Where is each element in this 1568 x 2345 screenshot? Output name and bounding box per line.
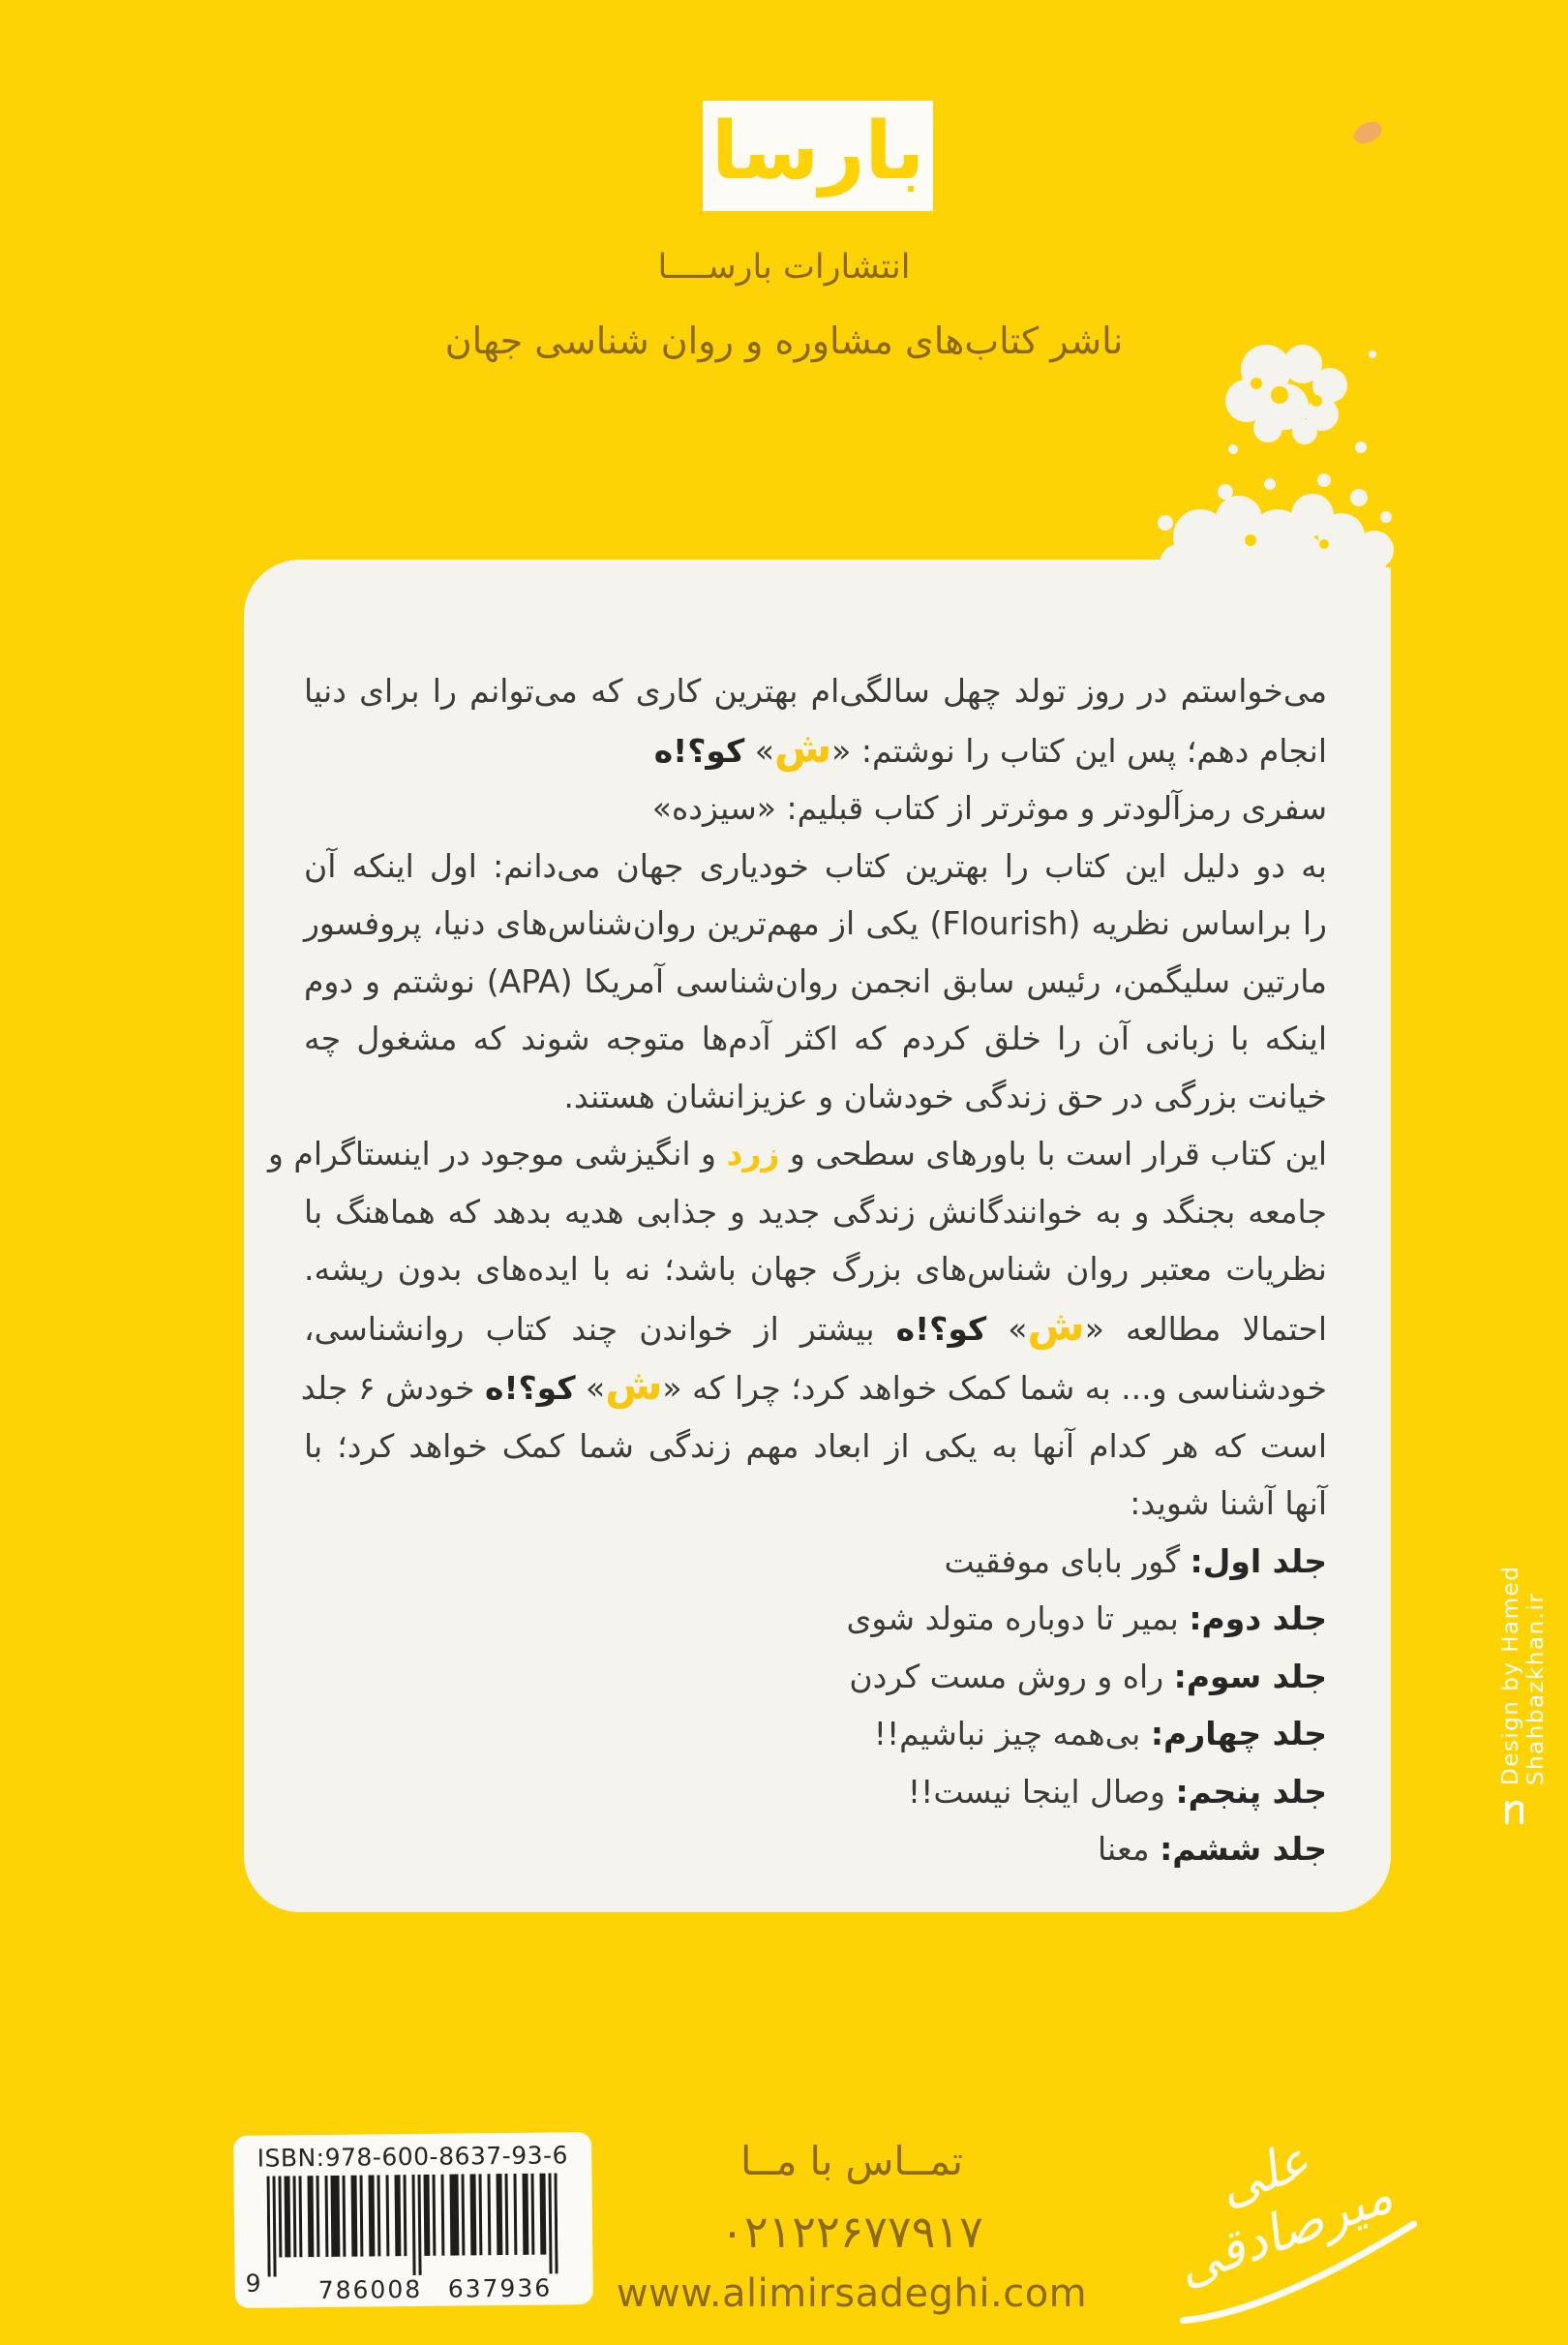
body-line: احتمالا مطالعه «ش» کو؟!ه بیشتر از خواندن چند کتاب روانشناسی، bbox=[304, 1301, 1327, 1351]
body-line: است که هر کدام آنها به یکی از ابعاد مهم زندگی شما کمک خواهد کرد؛ با bbox=[304, 1426, 1327, 1465]
panel-text bbox=[267, 662, 1327, 1878]
publisher-logo-calligraphy: بارسا bbox=[710, 106, 925, 198]
contact-title: تمــاس با مــا bbox=[739, 2138, 964, 2184]
body-line: جلد ششم: معنا bbox=[1097, 1830, 1327, 1868]
body-line: مارتین سلیگمن، رئیس سابق انجمن روان‌شناسی آمریکا (APA) نوشتم و دوم bbox=[304, 961, 1327, 1000]
phone-number: ۰۲۱۲۲۶۷۷۹۱۷ bbox=[720, 2206, 983, 2258]
barcode-bars-icon bbox=[267, 2173, 558, 2276]
design-credit: Design by Hamed Shahbazkhan.ir bbox=[1498, 1565, 1549, 1785]
design-credit-wrap bbox=[1498, 1406, 1549, 1793]
body-line: خیانت بزرگی در حق زندگی خودشان و عزیزانشان هستند. bbox=[563, 1077, 1327, 1115]
body-line: جامعه بجنگد و به خوانندگانش زندگی جدید و جذابی هدیه بدهد که هماهنگ با bbox=[304, 1192, 1327, 1231]
author-signature-name: علی میرصادقی bbox=[1168, 2128, 1401, 2299]
body-line: جلد پنجم: وصال اینجا نیست!! bbox=[907, 1772, 1327, 1811]
body-line: نظریات معتبر روان شناس‌های بزرگ جهان باشد؛ نه با ایده‌های بدون ریشه. bbox=[304, 1250, 1327, 1288]
body-line: سفری رمزآلودتر و موثرتر از کتاب قبلیم: «سیزده» bbox=[651, 789, 1327, 827]
publisher-tagline: ناشر کتاب‌های مشاوره و روان شناسی جهان bbox=[444, 320, 1124, 362]
barcode-digit-group1: 786008 bbox=[317, 2274, 423, 2305]
body-line: می‌خواستم در روز تولد چهل سالگی‌ام بهترین کاری که می‌توانم را برای دنیا bbox=[304, 672, 1327, 710]
body-line: جلد سوم: راه و روش مست کردن bbox=[849, 1657, 1327, 1695]
website-url: www.alimirsadeghi.com bbox=[616, 2271, 1088, 2316]
designer-logo-icon bbox=[1502, 1795, 1527, 1824]
body-line: خودشناسی و... به شما کمک خواهد کرد؛ چرا که «ش» کو؟!ه خودش ۶ جلد bbox=[300, 1361, 1327, 1410]
description-panel bbox=[244, 560, 1391, 1912]
barcode-digit-lead: 9 bbox=[245, 2269, 261, 2298]
author-signature bbox=[1112, 2093, 1449, 2345]
body-line: انجام دهم؛ پس این کتاب را نوشتم: «ش» کو؟!ه bbox=[653, 723, 1327, 773]
barcode-digit-group2: 637936 bbox=[447, 2273, 553, 2303]
contact-block bbox=[600, 2138, 1103, 2316]
body-line: جلد اول: گور بابای موفقیت bbox=[944, 1541, 1327, 1580]
body-line: آنها آشنا شوید: bbox=[1130, 1484, 1327, 1522]
body-line: جلد دوم: بمیر تا دوباره متولد شوی bbox=[846, 1599, 1327, 1637]
body-line: به دو دلیل این کتاب را بهترین کتاب خودیاری جهان می‌دانم: اول اینکه آن bbox=[304, 846, 1327, 885]
body-line: را براساس نظریه (Flourish) یکی از مهم‌ترین روان‌شناس‌های دنیا، پروفسور bbox=[304, 904, 1327, 942]
body-line: جلد چهارم: بی‌همه چیز نباشیم!! bbox=[873, 1715, 1327, 1752]
publisher-name: انتشارات بارســــا bbox=[657, 248, 911, 287]
pink-ink-smudge bbox=[1351, 119, 1385, 146]
publisher-logo bbox=[703, 101, 933, 211]
body-line: اینکه با زبانی آن را خلق کردم که اکثر آدم‌ها متوجه شوند که مشغول چه bbox=[304, 1020, 1327, 1057]
isbn-text: ISBN:978-600-8637-93-6 bbox=[256, 2141, 569, 2173]
body-line: این کتاب قرار است با باورهای سطحی و زرد و انگیزشی موجود در اینستاگرام و bbox=[267, 1135, 1327, 1172]
barcode-label bbox=[233, 2132, 593, 2308]
